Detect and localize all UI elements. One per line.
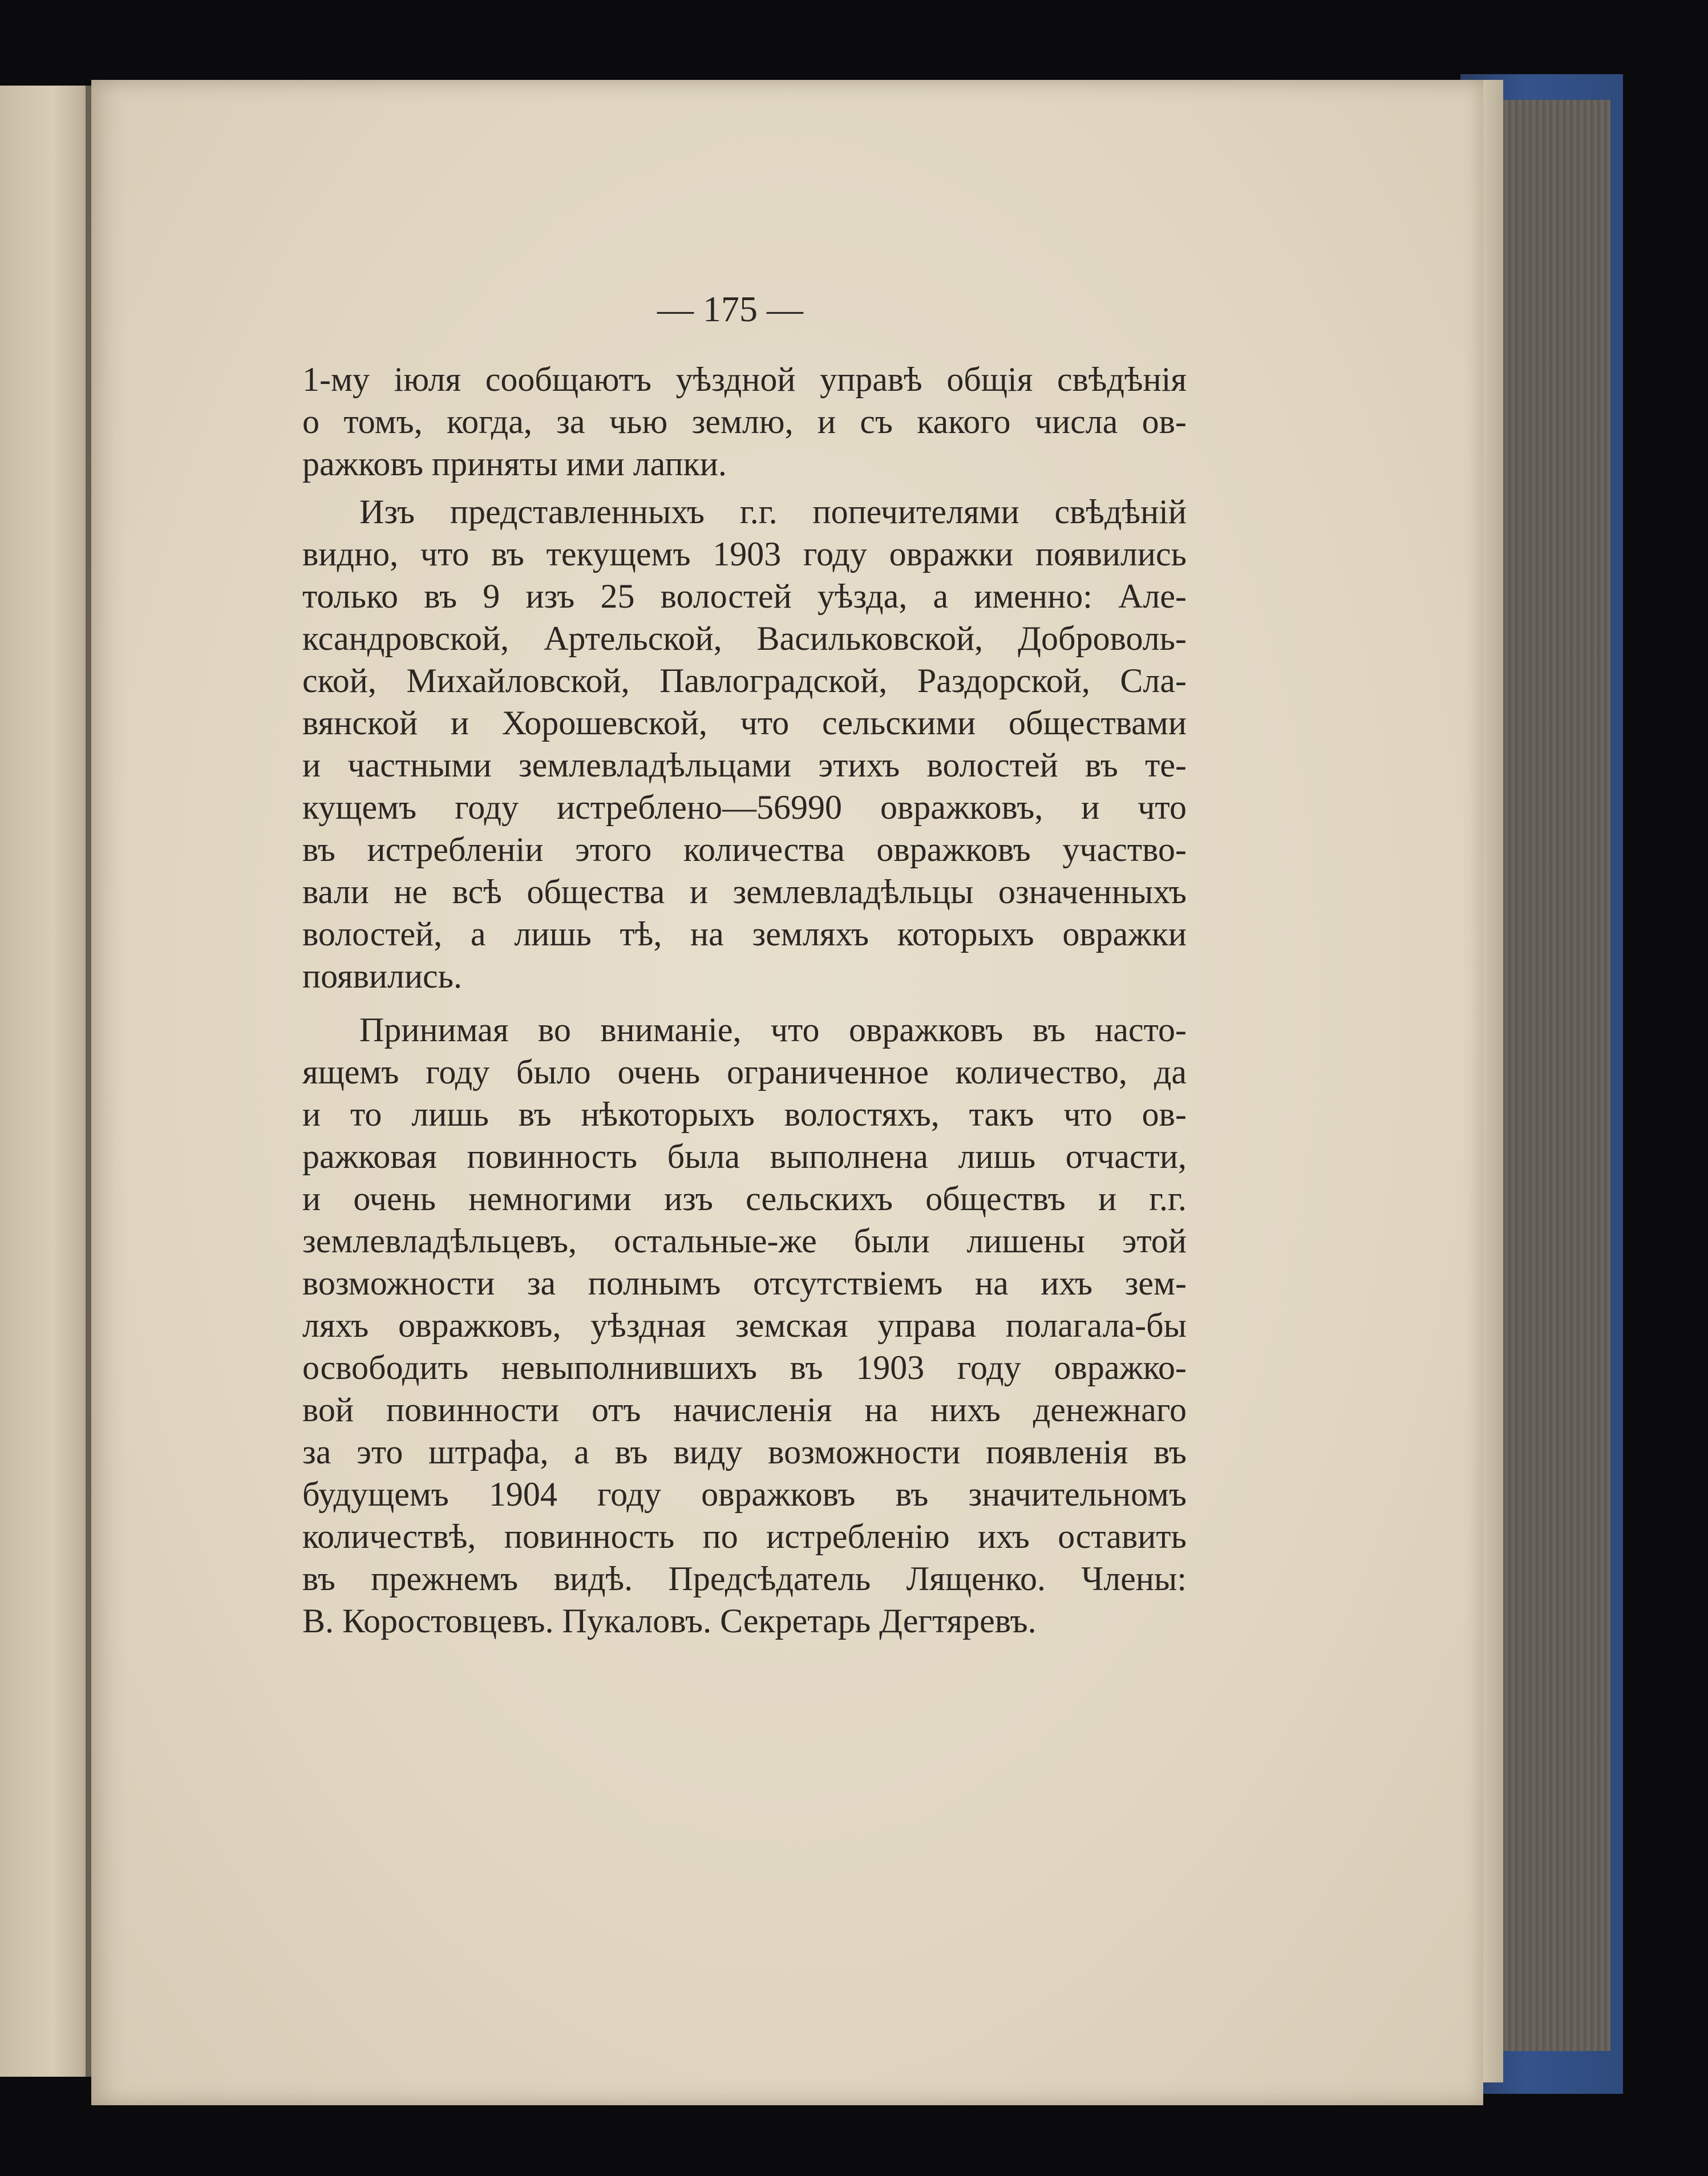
text-line: будущемъ 1904 году овражковъ въ значительномъ bbox=[302, 1475, 1187, 1513]
text-line: вянской и Хорошевской, что сельскими обществами bbox=[302, 704, 1187, 742]
page-stack-edge bbox=[1495, 100, 1610, 2051]
text-line: кущемъ году истреблено—56990 овражковъ, и что bbox=[302, 788, 1187, 826]
text-line: за это штрафа, а въ виду возможности появленія въ bbox=[302, 1433, 1187, 1471]
text-line: освободить невыполнившихъ въ 1903 году овражко- bbox=[302, 1349, 1187, 1386]
text-line: вой повинности отъ начисленія на нихъ денежнаго bbox=[302, 1391, 1187, 1429]
page-number: — 175 — bbox=[657, 289, 803, 329]
text-line: о томъ, когда, за чью землю, и съ какого числа ов- bbox=[302, 403, 1187, 440]
text-line: Принимая во вниманіе, что овражковъ въ насто- bbox=[359, 1011, 1187, 1049]
text-line: въ прежнемъ видѣ. Предсѣдатель Лященко. Члены: bbox=[302, 1560, 1187, 1597]
text-line: землевладѣльцевъ, остальные-же были лишены этой bbox=[302, 1222, 1187, 1260]
text-line: ской, Михайловской, Павлоградской, Раздорской, Сла- bbox=[302, 662, 1187, 699]
text-line: и очень немногими изъ сельскихъ обществъ и г.г. bbox=[302, 1180, 1187, 1218]
text-line: и частными землевладѣльцами этихъ волостей въ те- bbox=[302, 746, 1187, 784]
text-line: ражковъ приняты ими лапки. bbox=[302, 445, 727, 483]
text-line: ксандровской, Артельской, Васильковской, Доброволь- bbox=[302, 620, 1187, 657]
text-line: В. Коростовцевъ. Пукаловъ. Секретарь Дегтяревъ. bbox=[302, 1602, 1037, 1640]
text-line: Изъ представленныхъ г.г. попечителями свѣдѣній bbox=[359, 493, 1187, 531]
text-line: 1-му іюля сообщаютъ уѣздной управѣ общія свѣдѣнія bbox=[302, 361, 1187, 398]
text-line: видно, что въ текущемъ 1903 году овражки появились bbox=[302, 535, 1187, 573]
text-line: появились. bbox=[302, 957, 463, 995]
text-line: вали не всѣ общества и землевладѣльцы означенныхъ bbox=[302, 873, 1187, 911]
text-line: въ истребленіи этого количества овражковъ участво- bbox=[302, 831, 1187, 868]
previous-page-edge bbox=[0, 86, 97, 2077]
text-line: ляхъ овражковъ, уѣздная земская управа полагала-бы bbox=[302, 1307, 1187, 1344]
text-line: возможности за полнымъ отсутствіемъ на ихъ зем- bbox=[302, 1264, 1187, 1302]
text-line: количествѣ, повинность по истребленію ихъ оставить bbox=[302, 1518, 1187, 1555]
text-line: только въ 9 изъ 25 волостей уѣзда, а именно: Але- bbox=[302, 577, 1187, 615]
text-line: ражковая повинность была выполнена лишь отчасти, bbox=[302, 1138, 1187, 1175]
text-line: волостей, а лишь тѣ, на земляхъ которыхъ овражки bbox=[302, 915, 1187, 953]
text-line: ящемъ году было очень ограниченное количество, да bbox=[302, 1053, 1187, 1091]
text-line: и то лишь въ нѣкоторыхъ волостяхъ, такъ что ов- bbox=[302, 1095, 1187, 1133]
